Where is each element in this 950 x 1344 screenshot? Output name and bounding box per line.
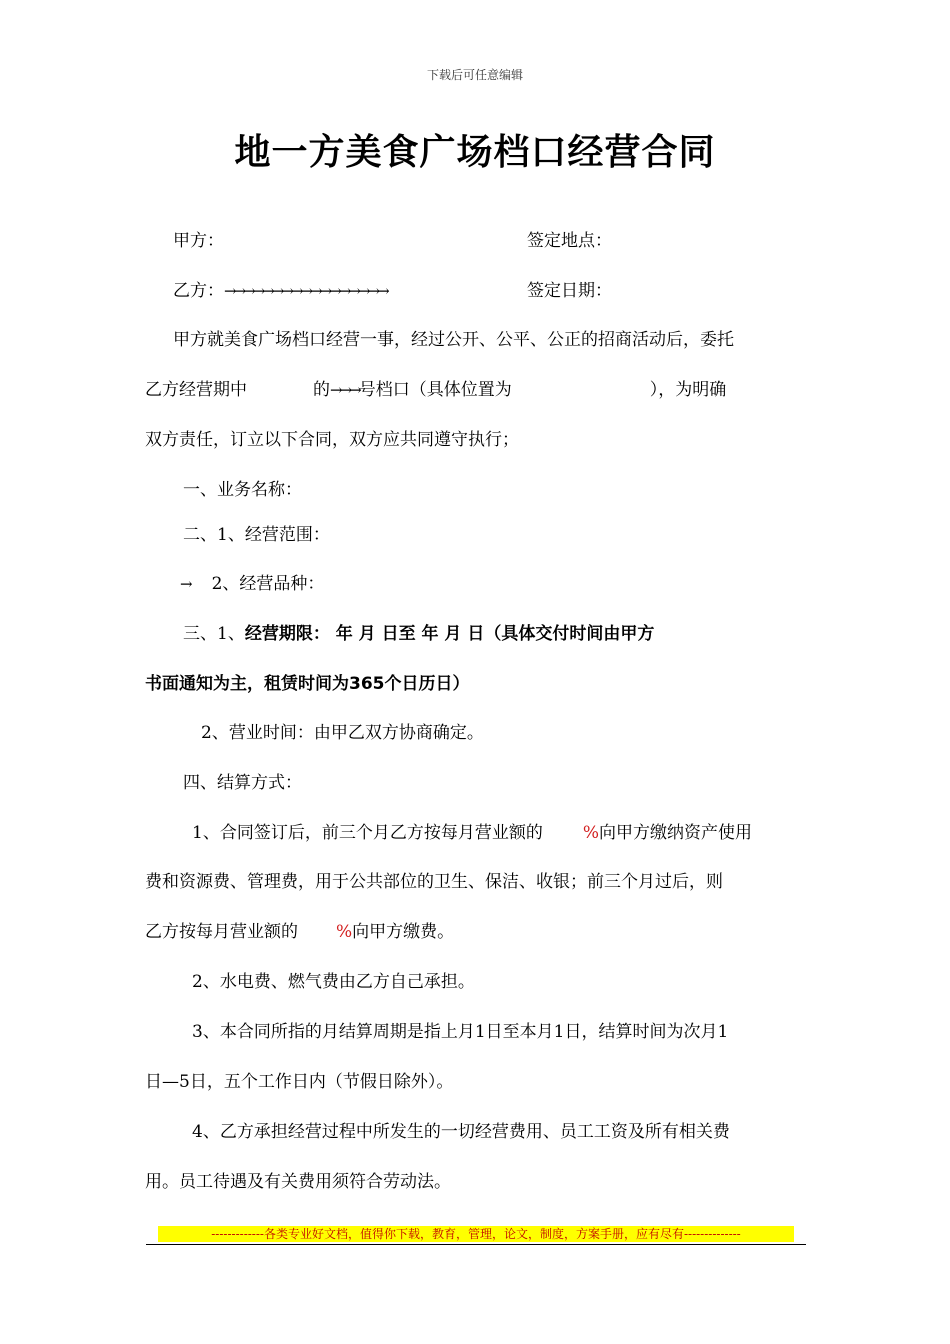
section-2-2-varieties: 2、经营品种：	[211, 574, 325, 594]
section-4-1-line-3-a: 乙方按每月营业额的	[145, 922, 298, 942]
section-2-2-arrow: →	[180, 575, 190, 593]
party-b-label: 乙方：	[173, 281, 224, 301]
party-b-line	[173, 279, 387, 303]
party-a-label: 甲方：	[173, 231, 224, 251]
footer-divider	[146, 1244, 806, 1245]
sign-place-label: 签定地点：	[527, 231, 612, 251]
section-4-settlement: 四、结算方式：	[183, 773, 302, 793]
section-4-4-line-1: 4、乙方承担经营过程中所发生的一切经营费用、员工工资及所有相关费	[192, 1122, 730, 1142]
section-4-4-line-2: 用。员工待遇及有关费用须符合劳动法。	[145, 1172, 451, 1192]
section-4-3-line-1: 3、本合同所指的月结算周期是指上月1日至本月1日，结算时间为次月1	[192, 1022, 729, 1042]
intro-line-2-b: 的	[313, 380, 330, 400]
section-4-1-line-2: 费和资源费、管理费，用于公共部位的卫生、保洁、收银；前三个月过后，则	[145, 872, 723, 892]
section-1-business-name: 一、业务名称：	[183, 480, 302, 500]
intro-line-2	[145, 378, 726, 402]
section-4-2-utilities: 2、水电费、燃气费由乙方自己承担。	[192, 972, 475, 992]
section-4-1-line-1	[192, 821, 752, 845]
section-3-prefix: 三、1、	[183, 624, 245, 644]
section-4-3-line-2: 日—5日，五个工作日内（节假日除外）。	[145, 1072, 454, 1092]
footer-banner: -------------各类专业好文档，值得你下载，教育，管理，论文，制度，方案手册，应有尽有--------------	[158, 1226, 794, 1242]
section-4-1-percent: %	[582, 823, 599, 843]
header-note: 下载后可任意编辑	[426, 68, 523, 82]
intro-line-3: 双方责任，订立以下合同，双方应共同遵守执行；	[145, 430, 519, 450]
section-4-1-b: 向甲方缴纳资产使用	[598, 823, 752, 843]
section-2-2-line	[180, 572, 324, 596]
section-3-term: 经营期限： 年 月 日至 年 月 日（具体交付时间由甲方	[244, 624, 655, 644]
section-3-term-line-2: 书面通知为主，租赁时间为365个日历日）	[145, 674, 470, 694]
intro-line-1: 甲方就美食广场档口经营一事，经过公开、公平、公正的招商活动后，委托	[173, 330, 734, 350]
sign-date-label: 签定日期：	[527, 281, 612, 301]
intro-line-2-a: 乙方经营期中	[145, 380, 247, 400]
section-3-1-line	[183, 622, 654, 646]
section-4-1-line-3-b: 向甲方缴费。	[352, 922, 455, 942]
section-4-1-line-3-percent: %	[336, 922, 353, 942]
intro-line-2-c: 号档口（具体位置为	[358, 380, 512, 400]
intro-line-2-arrows: →→→	[330, 381, 359, 399]
section-4-1-line-3	[145, 920, 454, 944]
document-title: 地一方美食广场档口经营合同	[234, 132, 716, 173]
party-b-arrows: →→→→→→→→→→→→→→→→→	[224, 282, 387, 300]
section-4-1-a: 1、合同签订后，前三个月乙方按每月营业额的	[192, 823, 543, 843]
intro-line-2-d: ），为明确	[649, 380, 727, 400]
section-3-2-hours: 2、营业时间：由甲乙双方协商确定。	[201, 723, 484, 743]
section-2-1-scope: 二、1、经营范围：	[183, 525, 330, 545]
